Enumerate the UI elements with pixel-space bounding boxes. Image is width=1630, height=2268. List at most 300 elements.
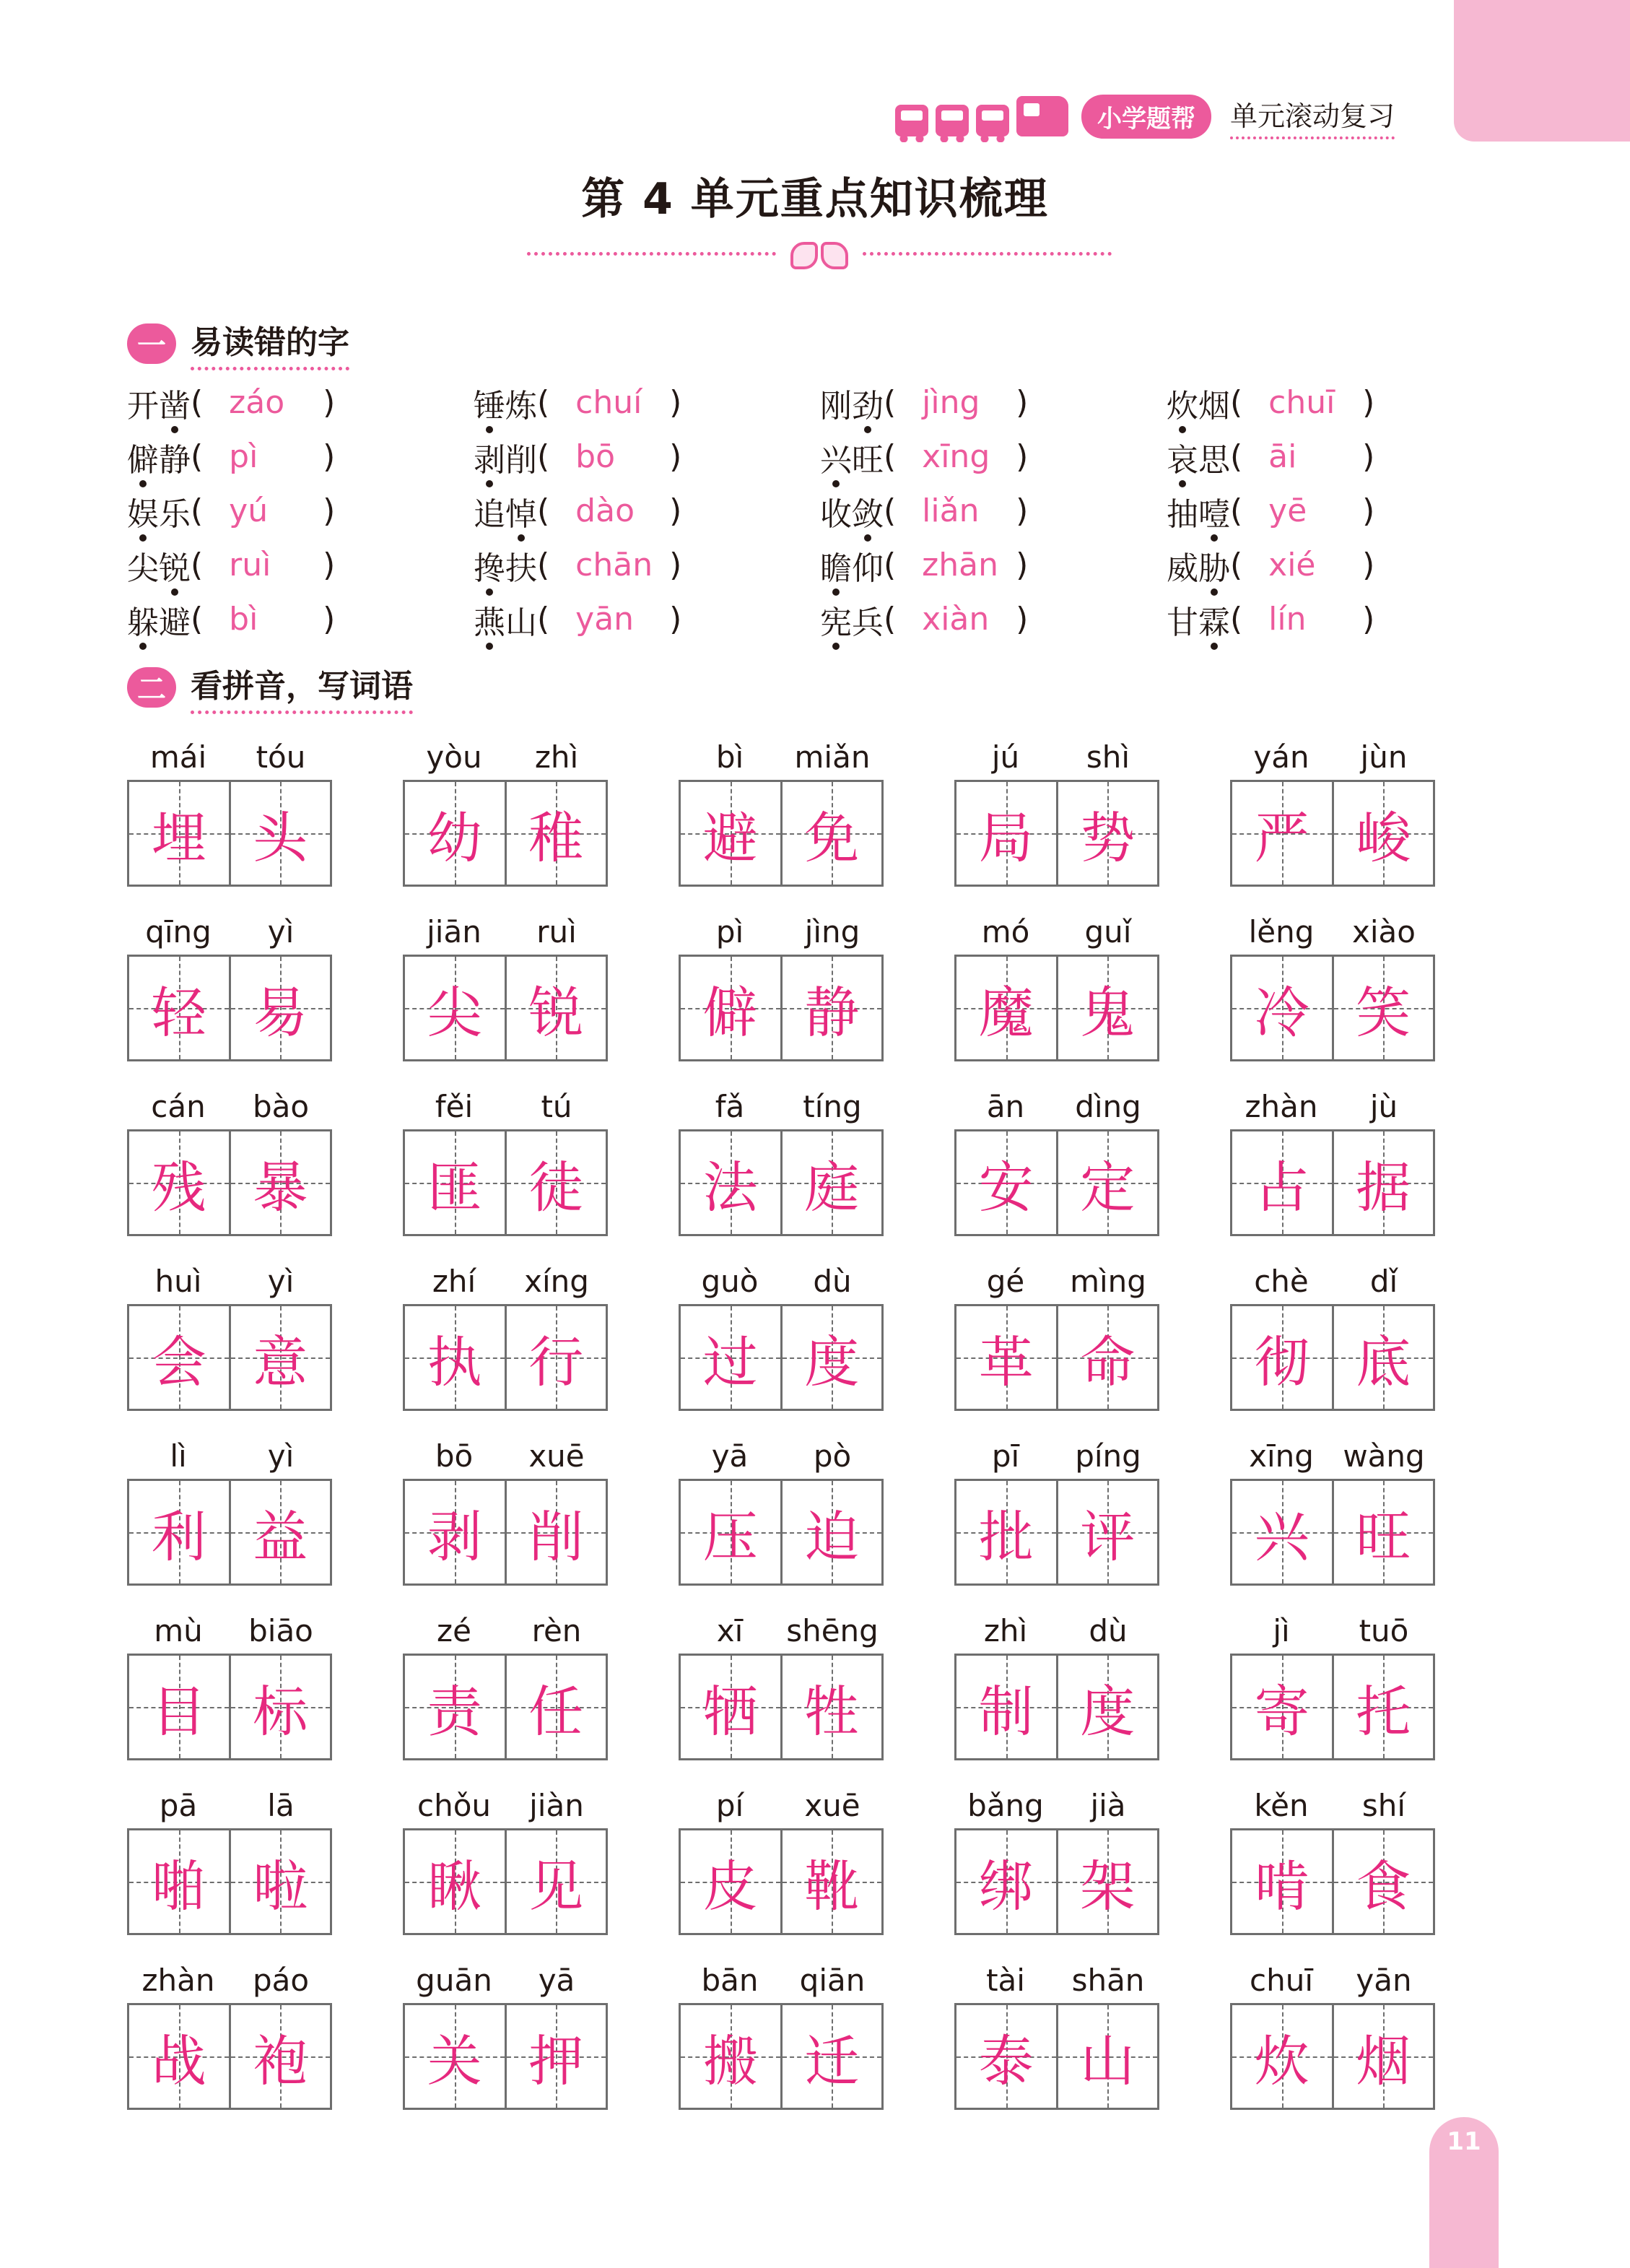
reading-char: 悼 xyxy=(505,495,537,533)
pinyin-row xyxy=(1230,1783,1435,1828)
tian-grid-cell xyxy=(505,1131,606,1234)
pinyin-syllable: yā xyxy=(711,1438,749,1474)
answer-bracket: ( āi ) xyxy=(1230,438,1375,475)
reading-item xyxy=(1167,538,1513,592)
tian-grid-cell xyxy=(681,1656,780,1758)
tian-grid-cell xyxy=(956,1481,1056,1583)
word-entry xyxy=(1230,1609,1435,1783)
pinyin-row xyxy=(679,1259,884,1304)
tian-grid-cell xyxy=(129,1306,229,1409)
writing-boxes xyxy=(679,1304,884,1411)
writing-boxes xyxy=(1230,1828,1435,1935)
tian-grid-cell xyxy=(129,1830,229,1933)
pinyin-syllable: bǎng xyxy=(967,1788,1044,1823)
reading-item xyxy=(820,375,1167,430)
pinyin-syllable: shí xyxy=(1361,1788,1406,1823)
pinyin-row xyxy=(403,735,608,780)
tian-grid-cell xyxy=(405,1481,505,1583)
tian-grid-cell xyxy=(1056,1656,1158,1758)
reading-item xyxy=(1167,430,1513,484)
reading-word xyxy=(820,380,884,426)
tian-grid-cell xyxy=(1332,957,1434,1059)
word-entry xyxy=(1230,1434,1435,1609)
reading-item xyxy=(474,538,820,592)
answer-bracket: ( pì ) xyxy=(191,438,336,475)
tian-grid-cell xyxy=(780,1481,882,1583)
writing-boxes xyxy=(403,1828,608,1935)
writing-boxes xyxy=(127,1479,332,1586)
tian-grid-cell xyxy=(1232,1131,1332,1234)
word-entry xyxy=(127,1609,332,1783)
answer-char: 幼 xyxy=(427,805,482,870)
pinyin-syllable: lā xyxy=(267,1788,295,1823)
tian-grid-cell xyxy=(505,1306,606,1409)
pinyin-row xyxy=(954,1609,1159,1654)
answer-char: 度 xyxy=(804,1329,860,1394)
answer-char: 免 xyxy=(804,805,860,870)
pinyin-answer: yú xyxy=(229,492,269,529)
answer-char: 安 xyxy=(978,1155,1034,1220)
reading-char: 避 xyxy=(159,604,191,641)
reading-word xyxy=(127,380,191,426)
answer-bracket: ( xīng ) xyxy=(884,438,1029,475)
tian-grid-cell xyxy=(405,782,505,885)
pinyin-syllable: bān xyxy=(701,1963,759,1998)
bow-icon xyxy=(790,239,848,268)
answer-char: 战 xyxy=(151,2028,206,2093)
tian-grid-cell xyxy=(405,957,505,1059)
answer-char: 迫 xyxy=(804,1504,860,1569)
answer-char: 寄 xyxy=(1254,1679,1309,1744)
pinyin-row xyxy=(954,735,1159,780)
tian-grid-cell xyxy=(681,1306,780,1409)
reading-item xyxy=(127,592,474,646)
reading-word xyxy=(820,596,884,643)
tian-grid-cell xyxy=(505,1830,606,1933)
word-grid xyxy=(127,735,1435,2133)
reading-char: 锤 xyxy=(474,387,505,425)
answer-bracket: ( liǎn ) xyxy=(884,492,1029,529)
pinyin-syllable: bō xyxy=(435,1438,474,1474)
pinyin-syllable: cán xyxy=(151,1089,206,1124)
tian-grid-cell xyxy=(505,1481,606,1583)
tian-grid-cell xyxy=(1056,957,1158,1059)
tian-grid-cell xyxy=(405,2005,505,2108)
answer-bracket: ( chuí ) xyxy=(537,384,682,421)
pinyin-row xyxy=(954,1958,1159,2003)
writing-boxes xyxy=(127,1129,332,1236)
writing-boxes xyxy=(1230,2003,1435,2110)
word-entry xyxy=(403,1434,608,1609)
pinyin-syllable: yì xyxy=(267,1264,295,1299)
pinyin-row xyxy=(403,1434,608,1479)
pinyin-syllable: bì xyxy=(715,739,744,775)
writing-boxes xyxy=(954,1479,1159,1586)
reading-word xyxy=(474,596,537,643)
reading-char: 乐 xyxy=(159,495,191,533)
pinyin-answer: pì xyxy=(229,438,258,475)
answer-char: 山 xyxy=(1080,2028,1136,2093)
section-2-heading xyxy=(127,660,413,714)
answer-bracket: ( bō ) xyxy=(537,438,682,475)
reading-char: 娱 xyxy=(127,495,159,533)
tian-grid-cell xyxy=(1056,1830,1158,1933)
pinyin-syllable: chǒu xyxy=(417,1788,492,1823)
pinyin-syllable: pí xyxy=(715,1788,744,1823)
pinyin-row xyxy=(679,1434,884,1479)
pinyin-row xyxy=(679,1958,884,2003)
pinyin-row xyxy=(403,1783,608,1828)
pinyin-syllable: tú xyxy=(541,1089,572,1124)
answer-char: 革 xyxy=(978,1329,1034,1394)
answer-char: 据 xyxy=(1356,1155,1411,1220)
word-entry xyxy=(1230,735,1435,910)
pinyin-syllable: jùn xyxy=(1360,739,1408,775)
pinyin-syllable: yì xyxy=(267,1438,295,1474)
answer-char: 势 xyxy=(1080,805,1136,870)
answer-char: 会 xyxy=(151,1329,206,1394)
pinyin-syllable: xī xyxy=(716,1613,744,1648)
answer-char: 瞅 xyxy=(427,1854,482,1919)
pinyin-syllable: zhì xyxy=(983,1613,1028,1648)
pinyin-row xyxy=(127,1434,332,1479)
tian-grid-cell xyxy=(780,957,882,1059)
writing-boxes xyxy=(954,1654,1159,1760)
tian-grid-cell xyxy=(505,782,606,885)
tian-grid-cell xyxy=(1332,1306,1434,1409)
reading-word xyxy=(1167,596,1230,643)
pinyin-row xyxy=(403,910,608,955)
answer-bracket: ( chuī ) xyxy=(1230,384,1375,421)
reading-char: 静 xyxy=(159,441,191,479)
pinyin-syllable: guò xyxy=(701,1264,759,1299)
word-entry xyxy=(403,735,608,910)
tian-grid-cell xyxy=(956,957,1056,1059)
pinyin-row xyxy=(679,1783,884,1828)
writing-boxes xyxy=(403,955,608,1061)
answer-char: 关 xyxy=(427,2028,482,2093)
word-entry xyxy=(954,1434,1159,1609)
word-entry xyxy=(127,1434,332,1609)
answer-char: 行 xyxy=(528,1329,584,1394)
word-entry xyxy=(954,1259,1159,1434)
pinyin-syllable: jìng xyxy=(804,914,860,950)
word-entry xyxy=(954,1609,1159,1783)
answer-char: 残 xyxy=(151,1155,206,1220)
reading-char: 搀 xyxy=(474,549,505,587)
reading-char: 开 xyxy=(127,387,159,425)
reading-char: 躲 xyxy=(127,604,159,641)
pinyin-syllable: dù xyxy=(813,1264,852,1299)
reading-word xyxy=(127,596,191,643)
tian-grid-cell xyxy=(681,1131,780,1234)
answer-bracket: ( záo ) xyxy=(191,384,336,421)
pinyin-answer: chān xyxy=(575,547,653,583)
answer-char: 评 xyxy=(1080,1504,1136,1569)
pinyin-syllable: xiào xyxy=(1352,914,1416,950)
word-entry xyxy=(403,1958,608,2133)
pinyin-syllable: tài xyxy=(986,1963,1025,1998)
tian-grid-cell xyxy=(405,1656,505,1758)
answer-char: 鬼 xyxy=(1080,980,1136,1045)
answer-char: 炊 xyxy=(1254,2028,1309,2093)
word-entry xyxy=(1230,910,1435,1085)
writing-boxes xyxy=(403,1304,608,1411)
answer-char: 过 xyxy=(702,1329,758,1394)
answer-char: 托 xyxy=(1356,1679,1411,1744)
pinyin-syllable: fǎ xyxy=(715,1089,745,1124)
reading-char: 甘 xyxy=(1167,604,1198,641)
answer-char: 见 xyxy=(528,1854,584,1919)
word-entry xyxy=(679,1958,884,2133)
pinyin-syllable: guān xyxy=(416,1963,492,1998)
reading-char: 尖 xyxy=(127,549,159,587)
writing-boxes xyxy=(679,1479,884,1586)
answer-bracket: ( jìng ) xyxy=(884,384,1029,421)
reading-item xyxy=(474,484,820,538)
pinyin-syllable: yòu xyxy=(426,739,482,775)
reading-char: 剥 xyxy=(474,441,505,479)
reading-item xyxy=(1167,484,1513,538)
pinyin-answer: yē xyxy=(1268,492,1307,529)
reading-item xyxy=(1167,592,1513,646)
tian-grid-cell xyxy=(956,1306,1056,1409)
pinyin-syllable: qīng xyxy=(145,914,212,950)
pinyin-answer: yān xyxy=(575,601,635,638)
writing-boxes xyxy=(954,2003,1159,2110)
writing-boxes xyxy=(1230,1654,1435,1760)
reading-word xyxy=(1167,380,1230,426)
reading-char: 胁 xyxy=(1198,549,1230,587)
tian-grid-cell xyxy=(1232,782,1332,885)
tian-grid-cell xyxy=(956,782,1056,885)
answer-char: 削 xyxy=(528,1504,584,1569)
pinyin-row xyxy=(679,1609,884,1654)
tian-grid-cell xyxy=(780,2005,882,2108)
word-entry xyxy=(679,1085,884,1259)
pinyin-syllable: dìng xyxy=(1075,1089,1141,1124)
corner-tab xyxy=(1454,0,1630,142)
tian-grid-cell xyxy=(956,2005,1056,2108)
pinyin-row xyxy=(954,1434,1159,1479)
answer-char: 匪 xyxy=(427,1155,482,1220)
tian-grid-cell xyxy=(129,957,229,1059)
tian-grid-cell xyxy=(1056,1306,1158,1409)
reading-item xyxy=(127,375,474,430)
pinyin-syllable: dǐ xyxy=(1369,1264,1398,1299)
pinyin-syllable: jià xyxy=(1090,1788,1126,1823)
answer-char: 啪 xyxy=(151,1854,206,1919)
answer-char: 避 xyxy=(702,805,758,870)
answer-char: 锐 xyxy=(528,980,584,1045)
reading-word xyxy=(127,542,191,588)
writing-boxes xyxy=(403,2003,608,2110)
tian-grid-cell xyxy=(780,1131,882,1234)
word-entry xyxy=(403,910,608,1085)
reading-char: 山 xyxy=(505,604,537,641)
pinyin-syllable: yán xyxy=(1253,739,1309,775)
tian-grid-cell xyxy=(681,957,780,1059)
answer-char: 冷 xyxy=(1254,980,1309,1045)
pinyin-syllable: tuō xyxy=(1359,1613,1409,1648)
pinyin-row xyxy=(127,910,332,955)
reading-item xyxy=(127,484,474,538)
tian-grid-cell xyxy=(956,1656,1056,1758)
pinyin-row xyxy=(403,1085,608,1129)
word-entry xyxy=(679,1259,884,1434)
answer-char: 魔 xyxy=(978,980,1034,1045)
pinyin-syllable: dù xyxy=(1089,1613,1128,1648)
answer-char: 局 xyxy=(978,805,1034,870)
pinyin-row xyxy=(1230,910,1435,955)
writing-boxes xyxy=(1230,1304,1435,1411)
answer-bracket: ( xié ) xyxy=(1230,547,1375,583)
tian-grid-cell xyxy=(229,2005,331,2108)
word-entry xyxy=(127,910,332,1085)
answer-char: 绑 xyxy=(978,1854,1034,1919)
pinyin-syllable: xuē xyxy=(804,1788,860,1823)
header-bar xyxy=(895,91,1395,142)
word-entry xyxy=(127,1958,332,2133)
pinyin-syllable: zhì xyxy=(534,739,579,775)
section-number: 一 xyxy=(127,323,176,364)
writing-boxes xyxy=(679,1654,884,1760)
reading-char: 兴 xyxy=(820,441,852,479)
reading-char: 凿 xyxy=(159,387,191,425)
reading-word xyxy=(820,488,884,534)
writing-boxes xyxy=(954,780,1159,887)
word-entry xyxy=(403,1783,608,1958)
writing-boxes xyxy=(403,780,608,887)
tian-grid-cell xyxy=(1332,2005,1434,2108)
answer-bracket: ( chān ) xyxy=(537,547,682,583)
pinyin-row xyxy=(679,910,884,955)
answer-bracket: ( dào ) xyxy=(537,492,682,529)
word-entry xyxy=(954,1085,1159,1259)
pinyin-syllable: ruì xyxy=(536,914,577,950)
tian-grid-cell xyxy=(681,1481,780,1583)
answer-char: 利 xyxy=(151,1504,206,1569)
pinyin-syllable: kěn xyxy=(1254,1788,1309,1823)
pinyin-syllable: tóu xyxy=(256,739,306,775)
tian-grid-cell xyxy=(1332,1131,1434,1234)
pinyin-syllable: huì xyxy=(154,1264,202,1299)
writing-boxes xyxy=(127,955,332,1061)
writing-boxes xyxy=(679,1129,884,1236)
brand-label: 小学题帮 xyxy=(1081,95,1211,139)
reading-item xyxy=(820,430,1167,484)
writing-boxes xyxy=(679,780,884,887)
tian-grid-cell xyxy=(1232,2005,1332,2108)
answer-char: 目 xyxy=(151,1679,206,1744)
pinyin-row xyxy=(1230,1259,1435,1304)
pinyin-answer: lín xyxy=(1268,601,1307,638)
answer-char: 制 xyxy=(978,1679,1034,1744)
answer-char: 牺 xyxy=(702,1679,758,1744)
reading-item xyxy=(1167,375,1513,430)
pinyin-syllable: yì xyxy=(267,914,295,950)
writing-boxes xyxy=(1230,1129,1435,1236)
reading-word xyxy=(127,434,191,480)
reading-char: 炼 xyxy=(505,387,537,425)
answer-char: 兴 xyxy=(1254,1504,1309,1569)
pinyin-row xyxy=(679,735,884,780)
writing-boxes xyxy=(403,1479,608,1586)
reading-word xyxy=(820,434,884,480)
reading-word xyxy=(127,488,191,534)
pinyin-row xyxy=(1230,735,1435,780)
pinyin-syllable: chuī xyxy=(1250,1963,1313,1998)
word-entry xyxy=(679,1434,884,1609)
answer-char: 执 xyxy=(427,1329,482,1394)
tian-grid-cell xyxy=(405,1306,505,1409)
tian-grid-cell xyxy=(1332,782,1434,885)
tian-grid-cell xyxy=(505,1656,606,1758)
reading-char: 仰 xyxy=(852,549,884,587)
pinyin-syllable: lì xyxy=(170,1438,187,1474)
tian-grid-cell xyxy=(1232,957,1332,1059)
word-entry xyxy=(679,910,884,1085)
reading-char: 霖 xyxy=(1198,604,1230,641)
answer-char: 标 xyxy=(253,1679,308,1744)
reading-char: 兵 xyxy=(852,604,884,641)
tian-grid-cell xyxy=(229,1830,331,1933)
tian-grid-cell xyxy=(681,1830,780,1933)
answer-char: 皮 xyxy=(702,1854,758,1919)
reading-char: 思 xyxy=(1198,441,1230,479)
answer-char: 啦 xyxy=(253,1854,308,1919)
word-entry xyxy=(127,1783,332,1958)
reading-char: 收 xyxy=(820,495,852,533)
pinyin-syllable: mù xyxy=(154,1613,203,1648)
section-number: 二 xyxy=(127,667,176,708)
reading-char: 劲 xyxy=(852,387,884,425)
tian-grid-cell xyxy=(1232,1306,1332,1409)
pinyin-syllable: shēng xyxy=(786,1613,879,1648)
pinyin-row xyxy=(403,1958,608,2003)
writing-boxes xyxy=(679,1828,884,1935)
reading-word xyxy=(1167,434,1230,480)
answer-char: 静 xyxy=(804,980,860,1045)
reading-char: 追 xyxy=(474,495,505,533)
pinyin-row xyxy=(127,1259,332,1304)
reading-item xyxy=(820,538,1167,592)
word-entry xyxy=(403,1085,608,1259)
word-entry xyxy=(679,735,884,910)
writing-boxes xyxy=(127,1654,332,1760)
reading-word xyxy=(474,542,537,588)
word-entry xyxy=(954,1783,1159,1958)
pinyin-syllable: miǎn xyxy=(794,739,871,775)
reading-item xyxy=(474,375,820,430)
pinyin-syllable: yā xyxy=(538,1963,575,1998)
answer-char: 袍 xyxy=(253,2028,308,2093)
pinyin-row xyxy=(403,1259,608,1304)
reading-char: 炊 xyxy=(1167,387,1198,425)
answer-char: 搬 xyxy=(702,2028,758,2093)
word-entry xyxy=(127,735,332,910)
answer-char: 责 xyxy=(427,1679,482,1744)
answer-char: 彻 xyxy=(1254,1329,1309,1394)
pinyin-syllable: rèn xyxy=(531,1613,582,1648)
tian-grid-cell xyxy=(1056,782,1158,885)
answer-char: 意 xyxy=(253,1329,308,1394)
pinyin-syllable: shì xyxy=(1086,739,1130,775)
tian-grid-cell xyxy=(229,1306,331,1409)
writing-boxes xyxy=(679,2003,884,2110)
reading-word xyxy=(474,434,537,480)
answer-char: 押 xyxy=(528,2028,584,2093)
